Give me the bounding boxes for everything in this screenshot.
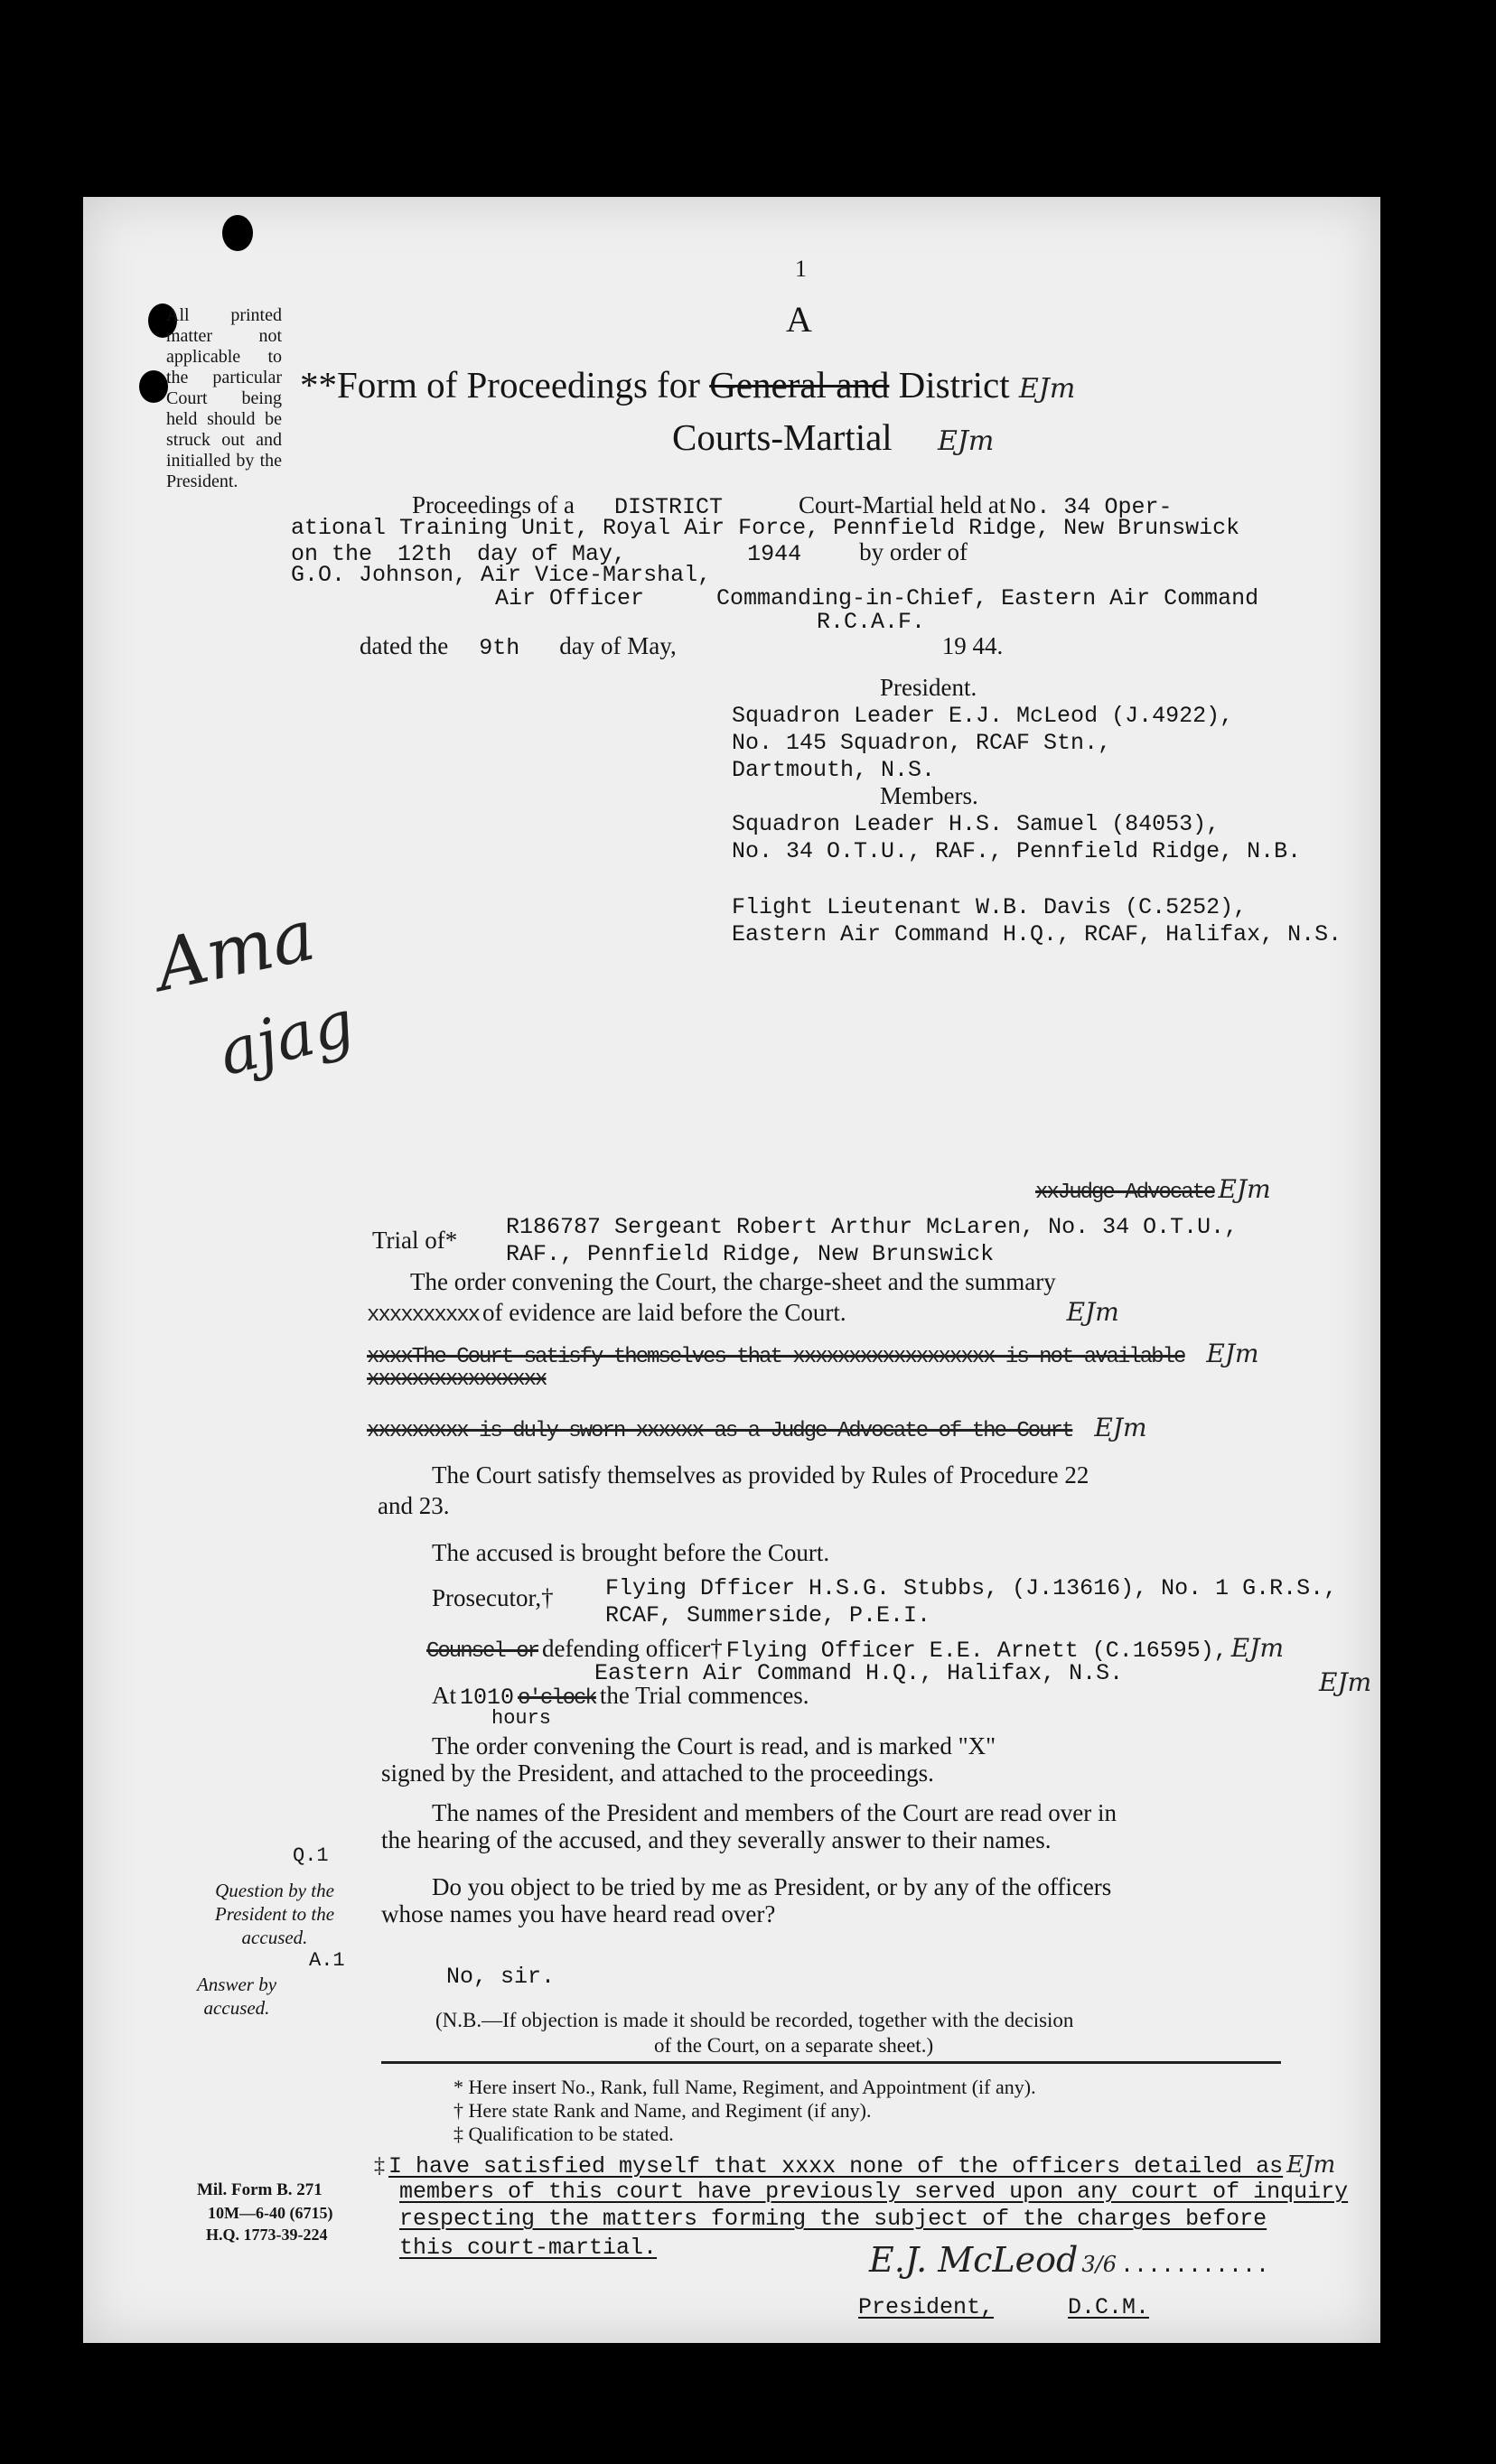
signature-dots: ...........: [1120, 2253, 1270, 2279]
initials: EJm: [1218, 1174, 1271, 1204]
prosecutor-label: Prosecutor,†: [432, 1584, 554, 1611]
order-line1: The order convening the Court, the charge-sheet and the summary: [410, 1268, 1056, 1295]
order-struck: xxxxxxxxxx: [367, 1303, 480, 1328]
nb-line2: of the Court, on a separate sheet.): [654, 2034, 934, 2057]
president-signature: E.J. McLeod: [869, 2240, 1079, 2280]
member-line: Flight Lieutenant W.B. Davis (C.5252),: [732, 894, 1248, 920]
convening-read-line2: signed by the President, and attached to the proceedings.: [381, 1759, 934, 1787]
defending-line: [426, 1633, 1284, 1664]
at-label: At: [432, 1682, 456, 1709]
answer-text: No, sir.: [446, 1964, 556, 1990]
day-value: 12th: [397, 541, 453, 567]
member-line: Eastern Air Command H.Q., RCAF, Halifax, N.S.: [732, 921, 1342, 947]
judge-advocate-struck: xxJudge Advocate: [1035, 1181, 1215, 1205]
initials: EJm: [1066, 1297, 1119, 1327]
proceedings-line2: ational Training Unit, Royal Air Force, Pennfield Ridge, New Brunswick: [291, 515, 1240, 541]
prosecutor-line: Flying Dfficer H.S.G. Stubbs, (J.13616), No. 1 G.R.S.,: [605, 1575, 1338, 1601]
proceedings-line5: [495, 585, 1258, 611]
certification-line: this court-martial.: [399, 2235, 658, 2261]
initials: EJm: [1094, 1413, 1147, 1442]
margin-note: All printed matter not applicable to the particular Court being held should be struck out and initialled by the President.: [166, 305, 282, 491]
judge-advocate-line: [1035, 1174, 1271, 1205]
initials: EJm: [1319, 1667, 1372, 1697]
form-id: Mil. Form B. 271: [197, 2180, 323, 2199]
certification-line1: [374, 2151, 1335, 2179]
trial-line: RAF., Pennfield Ridge, New Brunswick: [506, 1241, 995, 1267]
proceedings-line7: [360, 632, 1003, 661]
title-line2: Courts-Martial: [672, 416, 893, 458]
trial-label: Trial of*: [372, 1227, 458, 1254]
punch-hole: [222, 215, 253, 251]
at-line: [432, 1682, 809, 1711]
footnote: * Here insert No., Rank, full Name, Regiment, and Appointment (if any).: [453, 2076, 1036, 2098]
proceedings-line4: G.O. Johnson, Air Vice-Marshal,: [291, 562, 712, 588]
title-prefix: **Form of Proceedings for: [300, 364, 700, 406]
satisfy-line2: and 23.: [378, 1492, 450, 1519]
hours-label: hours: [491, 1707, 552, 1730]
signature-date: 3/6: [1081, 2252, 1117, 2277]
trial-line: R186787 Sergeant Robert Arthur McLaren, No. 34 O.T.U.,: [506, 1214, 1239, 1240]
trial-time: 1010: [460, 1685, 515, 1711]
question-line1: Do you object to be tried by me as President, or by any of the officers: [432, 1873, 1112, 1900]
member-line: No. 34 O.T.U., RAF., Pennfield Ridge, N.B.: [732, 838, 1302, 864]
struck-line1: [367, 1339, 1259, 1369]
form-title-line2: [672, 415, 994, 459]
defending-label: defending officer†: [542, 1635, 723, 1662]
question-number: Q.1: [293, 1844, 329, 1867]
proceedings-line6: R.C.A.F.: [817, 609, 926, 635]
form-id: H.Q. 1773-39-224: [206, 2226, 328, 2244]
struck-text: xxxxxxxxx is duly sworn xxxxxx as a Judge Advocate of the Court: [367, 1419, 1073, 1443]
initials: EJm: [1230, 1633, 1285, 1663]
question-line2: whose names you have heard read over?: [381, 1900, 776, 1927]
names-read-line2: the hearing of the accused, and they severally answer to their names.: [381, 1826, 1052, 1853]
certification-line: members of this court have previously served upon any court of inquiry: [399, 2179, 1349, 2205]
by-order-label: by order of: [859, 538, 968, 565]
oclock-struck: o'clock: [518, 1686, 596, 1711]
certification-text: I have satisfied myself that xxxx none of the officers detailed as: [388, 2153, 1284, 2179]
president-line: Dartmouth, N.S.: [732, 757, 936, 783]
order-text: of evidence are laid before the Court.: [482, 1299, 846, 1326]
court-held-label: Court-Martial held at: [798, 491, 1006, 518]
dated-month: day of May,: [559, 632, 677, 659]
page-number: 1: [795, 256, 807, 282]
struck-text: xxxxThe Court satisfy themselves that xxxxxxxxxxxxxxxxxx is not available: [367, 1345, 1185, 1369]
footnote-mark: ‡: [374, 2154, 385, 2178]
form-letter: A: [786, 299, 812, 340]
struck-line2: xxxxxxxxxxxxxxxx: [367, 1367, 547, 1392]
struck-line3: [367, 1413, 1147, 1443]
members-heading: Members.: [880, 782, 978, 809]
answer-side-label: Answer by accused.: [196, 1974, 277, 2019]
president-line: No. 145 Squadron, RCAF Stn.,: [732, 730, 1112, 756]
names-read-line1: The names of the President and members of the Court are read over in: [432, 1799, 1117, 1826]
dated-day: 9th: [479, 635, 520, 661]
title-struck: General and: [709, 364, 890, 406]
handwritten-note: Ama: [148, 894, 323, 1008]
order-line2: [367, 1297, 1119, 1328]
initials: EJm: [937, 425, 995, 457]
title-suffix: District: [898, 364, 1010, 406]
nb-line1: (N.B.—If objection is made it should be recorded, together with the decision: [435, 2009, 1074, 2031]
dated-year: 19 44.: [941, 632, 1004, 659]
certification-line: respecting the matters forming the subject of the charges before: [399, 2206, 1267, 2232]
footnote: ‡ Qualification to be stated.: [453, 2123, 674, 2145]
counsel-struck: Counsel or: [426, 1639, 539, 1664]
defending-line2: Eastern Air Command H.Q., Halifax, N.S.: [594, 1660, 1124, 1686]
dated-label: dated the: [360, 632, 449, 659]
proceedings-label: Proceedings of a: [412, 491, 575, 518]
command-title: Commanding-in-Chief, Eastern Air Command: [716, 585, 1259, 611]
initials: EJm: [1018, 373, 1076, 405]
defending-officer: Flying Officer E.E. Arnett (C.16595),: [725, 1638, 1228, 1664]
trial-commences: the Trial commences.: [599, 1682, 809, 1709]
form-id: 10M—6-40 (6715): [208, 2204, 333, 2222]
signature-line: [869, 2240, 1269, 2280]
answer-number: A.1: [309, 1949, 345, 1972]
prosecutor-line: RCAF, Summerside, P.E.I.: [605, 1602, 931, 1629]
dcm-label: D.C.M.: [1068, 2294, 1150, 2320]
footnote-divider: [381, 2061, 1281, 2064]
form-title-line1: [300, 363, 1075, 406]
officer-title: Air Officer: [495, 585, 645, 611]
question-side-label: Question by the President to the accused.: [214, 1880, 335, 1948]
president-heading: President.: [880, 674, 977, 701]
court-type: DISTRICT: [613, 494, 723, 520]
handwritten-note: ajag: [211, 985, 361, 1090]
year-value: 1944: [747, 541, 802, 567]
document-page: [83, 197, 1380, 2343]
member-line: Squadron Leader H.S. Samuel (84053),: [732, 811, 1220, 837]
president-label: President,: [858, 2294, 995, 2320]
on-the-label: on the: [291, 541, 373, 567]
convening-read-line1: The order convening the Court is read, and is marked "X": [432, 1732, 996, 1759]
footnote: † Here state Rank and Name, and Regiment (if any).: [453, 2099, 872, 2122]
initials: EJm: [1286, 2151, 1336, 2179]
location-start: No. 34 Oper-: [1009, 494, 1173, 520]
initials: EJm: [1206, 1339, 1259, 1368]
president-line: Squadron Leader E.J. McLeod (J.4922),: [732, 703, 1234, 729]
accused-brought: The accused is brought before the Court.: [432, 1539, 830, 1566]
month-value: day of May,: [477, 541, 627, 567]
satisfy-line1: The Court satisfy themselves as provided by Rules of Procedure 22: [432, 1461, 1089, 1489]
punch-hole: [139, 370, 168, 403]
